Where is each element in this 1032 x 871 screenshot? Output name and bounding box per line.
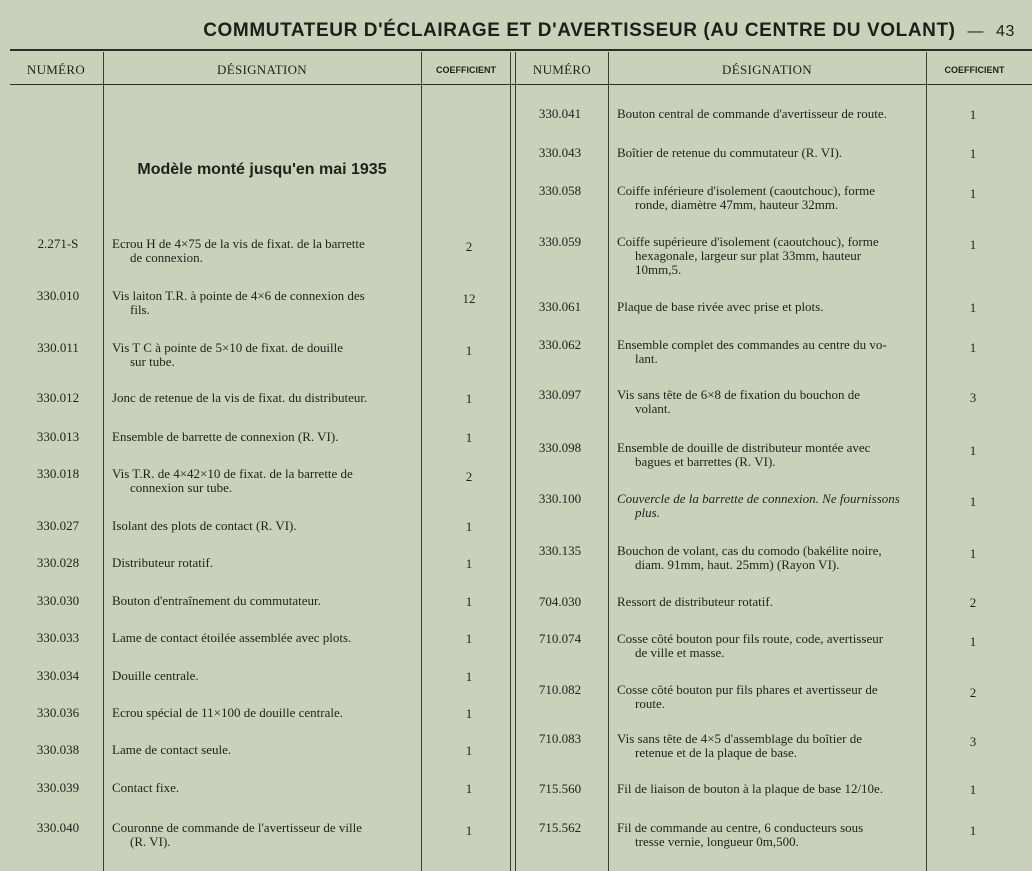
designation-continuation: ronde, diamètre 47mm, hauteur 32mm. — [635, 197, 839, 212]
part-designation — [617, 632, 922, 660]
coefficient-value: 1 — [465, 430, 473, 445]
coefficient-value: 1 — [969, 300, 977, 315]
designation-line: Vis T.R. de 4×42×10 de fixat. de la barrette de — [112, 466, 353, 481]
designation-continuation: 10mm,5. — [635, 262, 682, 277]
header-designation-right: DÉSIGNATION — [722, 62, 812, 77]
part-number: 710.074 — [538, 631, 582, 646]
designation-continuation: de connexion. — [130, 250, 203, 265]
designation-line: Bouton d'entraînement du commutateur. — [112, 593, 321, 608]
coefficient-value: 2 — [969, 685, 977, 700]
coefficient-value: 2 — [465, 239, 473, 254]
section-title: Modèle monté jusqu'en mai 1935 — [137, 161, 387, 178]
part-designation — [112, 556, 418, 570]
coefficient-value: 1 — [969, 340, 977, 355]
part-number: 330.098 — [538, 440, 582, 455]
coefficient-value: 1 — [969, 146, 977, 161]
coefficient-value: 1 — [465, 594, 473, 609]
designation-continuation: sur tube. — [130, 354, 175, 369]
title-text: COMMUTATEUR D'ÉCLAIRAGE ET D'AVERTISSEUR (AU CENTRE DU VOLANT) — [203, 20, 956, 41]
designation-line: Douille centrale. — [112, 668, 199, 683]
coefficient-value: 1 — [969, 494, 977, 509]
part-number: 330.027 — [36, 518, 80, 533]
designation-line: Cosse côté bouton pour fils route, code, avertisseur — [617, 631, 884, 646]
designation-line: Coiffe inférieure d'isolement (caoutchouc), forme — [617, 183, 876, 198]
designation-line: Plaque de base rivée avec prise et plots. — [617, 299, 824, 314]
part-number: 330.061 — [538, 299, 582, 314]
coefficient-value: 1 — [969, 443, 977, 458]
coefficient-value: 12 — [462, 291, 476, 306]
part-number: 330.033 — [36, 630, 80, 645]
part-designation — [617, 821, 922, 849]
header-numero-right: NUMÉRO — [532, 62, 592, 77]
designation-continuation: retenue et de la plaque de base. — [635, 745, 798, 760]
part-number: 330.028 — [36, 555, 80, 570]
coefficient-value: 2 — [465, 469, 473, 484]
header-coefficient-right: COEFFICIENT — [944, 65, 1005, 75]
part-number: 330.039 — [36, 780, 80, 795]
designation-continuation: fils. — [130, 302, 150, 317]
designation-line: Distributeur rotatif. — [112, 555, 214, 570]
part-number: 330.135 — [538, 543, 582, 558]
part-number: 330.058 — [538, 183, 582, 198]
part-designation — [112, 467, 418, 495]
part-designation — [617, 492, 922, 520]
page-number: 43 — [996, 23, 1015, 40]
page-title — [0, 20, 1015, 42]
designation-line: Bouton central de commande d'avertisseur de route. — [617, 106, 887, 121]
part-number: 330.062 — [538, 337, 582, 352]
part-designation — [112, 821, 418, 849]
col-divider — [421, 52, 422, 871]
part-designation — [617, 388, 922, 416]
part-designation — [112, 706, 418, 720]
part-designation — [112, 781, 418, 795]
designation-line: Ensemble complet des commandes au centre du vo- — [617, 337, 887, 352]
part-designation — [617, 544, 922, 572]
part-number: 330.100 — [538, 491, 582, 506]
part-designation — [112, 341, 418, 369]
part-number: 330.043 — [538, 145, 582, 160]
designation-line: Fil de commande au centre, 6 conducteurs sous — [617, 820, 864, 835]
part-number: 710.083 — [538, 731, 582, 746]
designation-line: Bouchon de volant, cas du comodo (bakélite noire, — [617, 543, 882, 558]
part-designation — [617, 184, 922, 212]
part-designation — [617, 235, 922, 277]
part-number: 2.271-S — [37, 236, 79, 251]
coefficient-value: 1 — [969, 634, 977, 649]
part-designation — [112, 289, 418, 317]
coefficient-value: 1 — [969, 782, 977, 797]
designation-continuation: plus. — [635, 505, 660, 520]
designation-line: Lame de contact étoilée assemblée avec plots. — [112, 630, 352, 645]
designation-line: Jonc de retenue de la vis de fixat. du distributeur. — [112, 390, 368, 405]
designation-continuation: route. — [635, 696, 665, 711]
table-separator — [510, 52, 511, 871]
part-designation — [112, 519, 418, 533]
part-number: 715.560 — [538, 781, 582, 796]
designation-line: Vis T C à pointe de 5×10 de fixat. de douille — [112, 340, 344, 355]
coefficient-value: 1 — [465, 391, 473, 406]
part-number: 330.034 — [36, 668, 80, 683]
designation-line: Ensemble de douille de distributeur montée avec — [617, 440, 871, 455]
part-designation — [112, 391, 418, 405]
designation-continuation: tresse vernie, longueur 0m,500. — [635, 834, 799, 849]
designation-continuation: bagues et barrettes (R. VI). — [635, 454, 776, 469]
part-designation — [617, 732, 922, 760]
coefficient-value: 1 — [465, 781, 473, 796]
designation-continuation: volant. — [635, 401, 671, 416]
designation-continuation: diam. 91mm, haut. 25mm) (Rayon VI). — [635, 557, 840, 572]
designation-line: Vis sans tête de 6×8 de fixation du bouchon de — [617, 387, 861, 402]
coefficient-value: 1 — [465, 823, 473, 838]
designation-continuation: connexion sur tube. — [130, 480, 233, 495]
part-number: 330.011 — [37, 340, 79, 355]
part-number: 330.097 — [538, 387, 582, 402]
coefficient-value: 1 — [969, 546, 977, 561]
part-number: 330.030 — [36, 593, 80, 608]
designation-line: Ensemble de barrette de connexion (R. VI). — [112, 429, 339, 444]
designation-line: Boîtier de retenue du commutateur (R. VI). — [617, 145, 843, 160]
part-number: 330.018 — [36, 466, 80, 481]
header-designation-left: DÉSIGNATION — [217, 62, 307, 77]
designation-line: Vis laiton T.R. à pointe de 4×6 de connexion des — [112, 288, 365, 303]
designation-continuation: hexagonale, largeur sur plat 33mm, hauteur — [635, 248, 862, 263]
designation-line: Coiffe supérieure d'isolement (caoutchouc), forme — [617, 234, 879, 249]
part-designation — [112, 237, 418, 265]
part-designation — [617, 300, 922, 314]
part-designation — [617, 683, 922, 711]
part-designation — [617, 146, 922, 160]
designation-line: Ecrou H de 4×75 de la vis de fixat. de la barrette — [112, 236, 365, 251]
title-dash: — — [967, 23, 985, 40]
designation-line: Ressort de distributeur rotatif. — [617, 594, 773, 609]
part-designation — [112, 430, 418, 444]
part-designation — [617, 782, 922, 796]
designation-line: Lame de contact seule. — [112, 742, 232, 757]
col-divider — [926, 52, 927, 871]
coefficient-value: 1 — [969, 823, 977, 838]
designation-continuation: lant. — [635, 351, 658, 366]
part-number: 330.059 — [538, 234, 582, 249]
part-number: 330.038 — [36, 742, 80, 757]
coefficient-value: 1 — [969, 237, 977, 252]
designation-line: Isolant des plots de contact (R. VI). — [112, 518, 297, 533]
header-top-rule — [10, 49, 1032, 51]
coefficient-value: 1 — [465, 631, 473, 646]
designation-line: Vis sans tête de 4×5 d'assemblage du boîtier de — [617, 731, 863, 746]
table-separator — [515, 52, 516, 871]
designation-line: Ecrou spécial de 11×100 de douille centrale. — [112, 705, 344, 720]
part-designation — [617, 441, 922, 469]
coefficient-value: 1 — [969, 186, 977, 201]
designation-line: Couronne de commande de l'avertisseur de ville — [112, 820, 362, 835]
designation-continuation: (R. VI). — [130, 834, 171, 849]
coefficient-value: 1 — [465, 556, 473, 571]
part-designation — [617, 107, 922, 121]
coefficient-value: 1 — [465, 343, 473, 358]
designation-line: Contact fixe. — [112, 780, 180, 795]
coefficient-value: 2 — [969, 595, 977, 610]
part-designation — [112, 743, 418, 757]
designation-continuation: de ville et masse. — [635, 645, 725, 660]
coefficient-value: 1 — [465, 706, 473, 721]
part-designation — [112, 669, 418, 683]
part-number: 330.036 — [36, 705, 80, 720]
coefficient-value: 1 — [465, 743, 473, 758]
header-numero-left: NUMÉRO — [26, 62, 86, 77]
designation-line: Cosse côté bouton pur fils phares et avertisseur de — [617, 682, 878, 697]
designation-line: Couvercle de la barrette de connexion. Ne fournissons — [617, 491, 900, 506]
coefficient-value: 3 — [969, 390, 977, 405]
part-number: 704.030 — [538, 594, 582, 609]
part-number: 330.040 — [36, 820, 80, 835]
part-number: 710.082 — [538, 682, 582, 697]
part-number: 330.041 — [538, 106, 582, 121]
header-coefficient-left: COEFFICIENT — [436, 65, 496, 75]
part-number: 330.013 — [36, 429, 80, 444]
part-designation — [617, 338, 922, 366]
coefficient-value: 3 — [969, 734, 977, 749]
part-designation — [112, 594, 418, 608]
col-divider — [608, 52, 609, 871]
designation-line: Fil de liaison de bouton à la plaque de base 12/10e. — [617, 781, 884, 796]
part-designation — [112, 631, 418, 645]
part-number: 330.012 — [36, 390, 80, 405]
part-number: 715.562 — [538, 820, 582, 835]
part-number: 330.010 — [36, 288, 80, 303]
header-bottom-rule — [10, 84, 1032, 85]
coefficient-value: 1 — [969, 107, 977, 122]
part-designation — [617, 595, 922, 609]
coefficient-value: 1 — [465, 519, 473, 534]
coefficient-value: 1 — [465, 669, 473, 684]
